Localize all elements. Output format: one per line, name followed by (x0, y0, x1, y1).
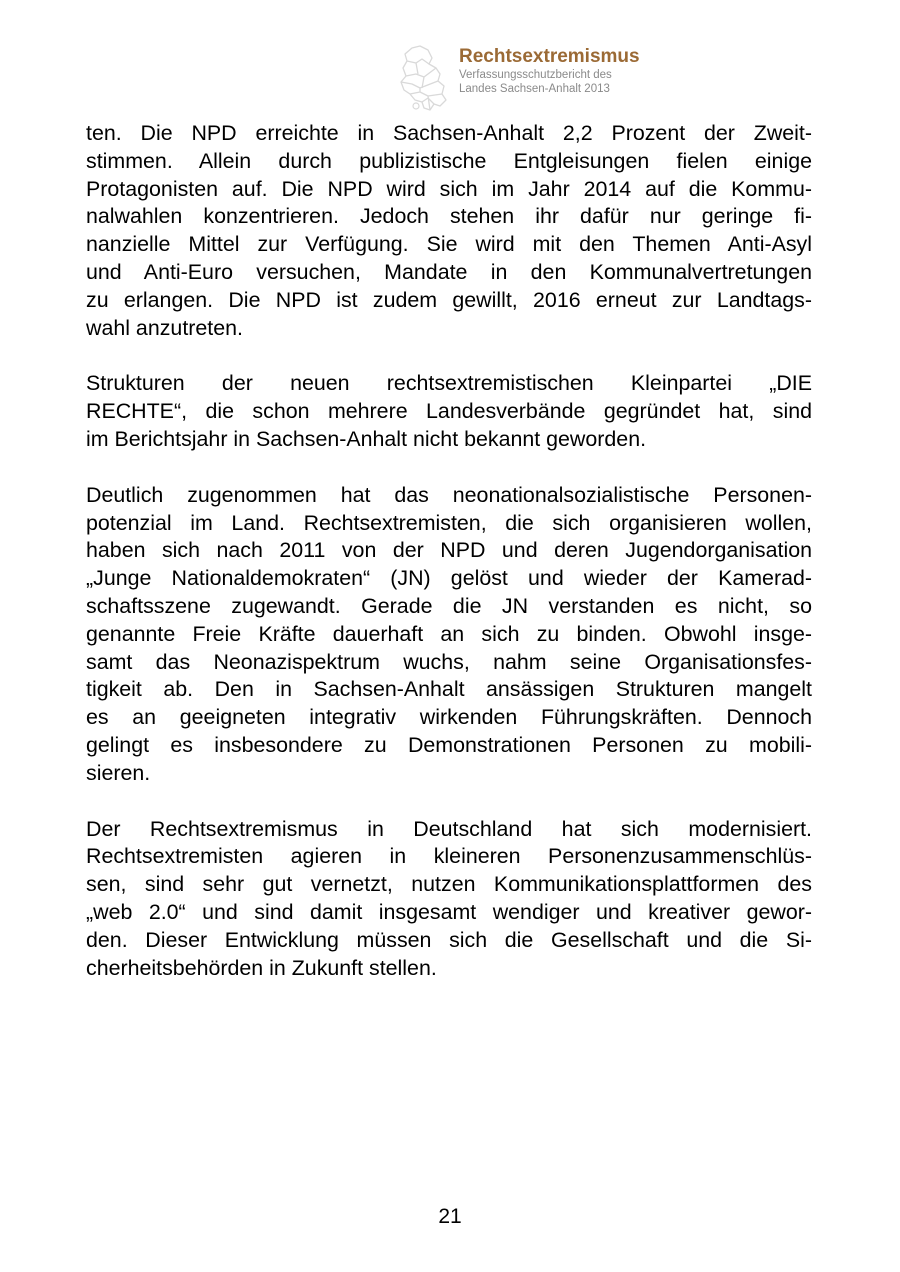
sachsen-anhalt-map-icon (398, 44, 458, 114)
text-line: wahl anzutreten. (86, 315, 243, 340)
text-line: schaftsszene zugewandt. Gerade die JN verstanden es nicht, so (86, 593, 812, 618)
paragraph-modernization (86, 816, 812, 983)
text-line: sieren. (86, 760, 151, 785)
text-line: nanzielle Mittel zur Verfügung. Sie wird mit den Themen Anti-Asyl (86, 232, 812, 257)
header-title: Rechtsextremismus (459, 46, 640, 67)
text-line: den. Dieser Entwicklung müssen sich die Gesellschaft und die Si- (86, 927, 812, 952)
text-line: und Anti-Euro versuchen, Mandate in den Kommunalvertretungen (86, 259, 812, 284)
text-line: samt das Neonazispektrum wuchs, nahm seine Organisationsfes- (86, 649, 812, 674)
page-number: 21 (438, 1205, 462, 1228)
text-line: Rechtsextremisten agieren in kleineren Personenzusammenschlüs- (86, 844, 812, 869)
text-line: haben sich nach 2011 von der NPD und deren Jugendorganisation (86, 538, 812, 563)
text-line: gelingt es insbesondere zu Demonstrationen Personen zu mobili- (86, 732, 812, 757)
text-line: im Berichtsjahr in Sachsen-Anhalt nicht bekannt geworden. (86, 426, 647, 451)
header-subtitle-line-1: Verfassungsschutzbericht des (459, 69, 612, 81)
text-line: zu erlangen. Die NPD ist zudem gewillt, 2016 erneut zur Landtags- (86, 287, 812, 312)
text-line: sen, sind sehr gut vernetzt, nutzen Kommunikationsplattformen des (86, 872, 812, 897)
header-text (459, 46, 640, 96)
text-line: es an geeigneten integrativ wirkenden Führungskräften. Dennoch (86, 705, 812, 730)
header-subtitle-line-2: Landes Sachsen-Anhalt 2013 (459, 83, 610, 95)
text-line: stimmen. Allein durch publizistische Entgleisungen fielen einige (86, 148, 812, 173)
text-line: „Junge Nationaldemokraten“ (JN) gelöst und wieder der Kamerad- (86, 566, 812, 591)
text-line: nalwahlen konzentrieren. Jedoch stehen ihr dafür nur geringe fi- (86, 204, 812, 229)
text-line: Der Rechtsextremismus in Deutschland hat sich modernisiert. (86, 816, 812, 841)
text-line: Protagonisten auf. Die NPD wird sich im Jahr 2014 auf die Kommu- (86, 176, 812, 201)
text-line: potenzial im Land. Rechtsextremisten, die sich organisieren wollen, (86, 510, 812, 535)
paragraph-npd-elections (86, 120, 812, 342)
paragraph-neonazi-potential (86, 482, 812, 788)
text-line: Deutlich zugenommen hat das neonationalsozialistische Personen- (86, 482, 812, 507)
paragraph-die-rechte (86, 370, 812, 453)
text-line: genannte Freie Kräfte dauerhaft an sich zu binden. Obwohl insge- (86, 621, 812, 646)
page-header (398, 44, 718, 114)
document-body (86, 120, 812, 1010)
text-line: Strukturen der neuen rechtsextremistischen Kleinpartei „DIE (86, 371, 812, 396)
text-line: RECHTE“, die schon mehrere Landesverbände gegründet hat, sind (86, 399, 812, 424)
text-line: cherheitsbehörden in Zukunft stellen. (86, 955, 437, 980)
text-line: ten. Die NPD erreichte in Sachsen-Anhalt 2,2 Prozent der Zweit- (86, 121, 812, 145)
text-line: tigkeit ab. Den in Sachsen-Anhalt ansässigen Strukturen mangelt (86, 677, 812, 702)
text-line: „web 2.0“ und sind damit insgesamt wendiger und kreativer gewor- (86, 899, 812, 924)
